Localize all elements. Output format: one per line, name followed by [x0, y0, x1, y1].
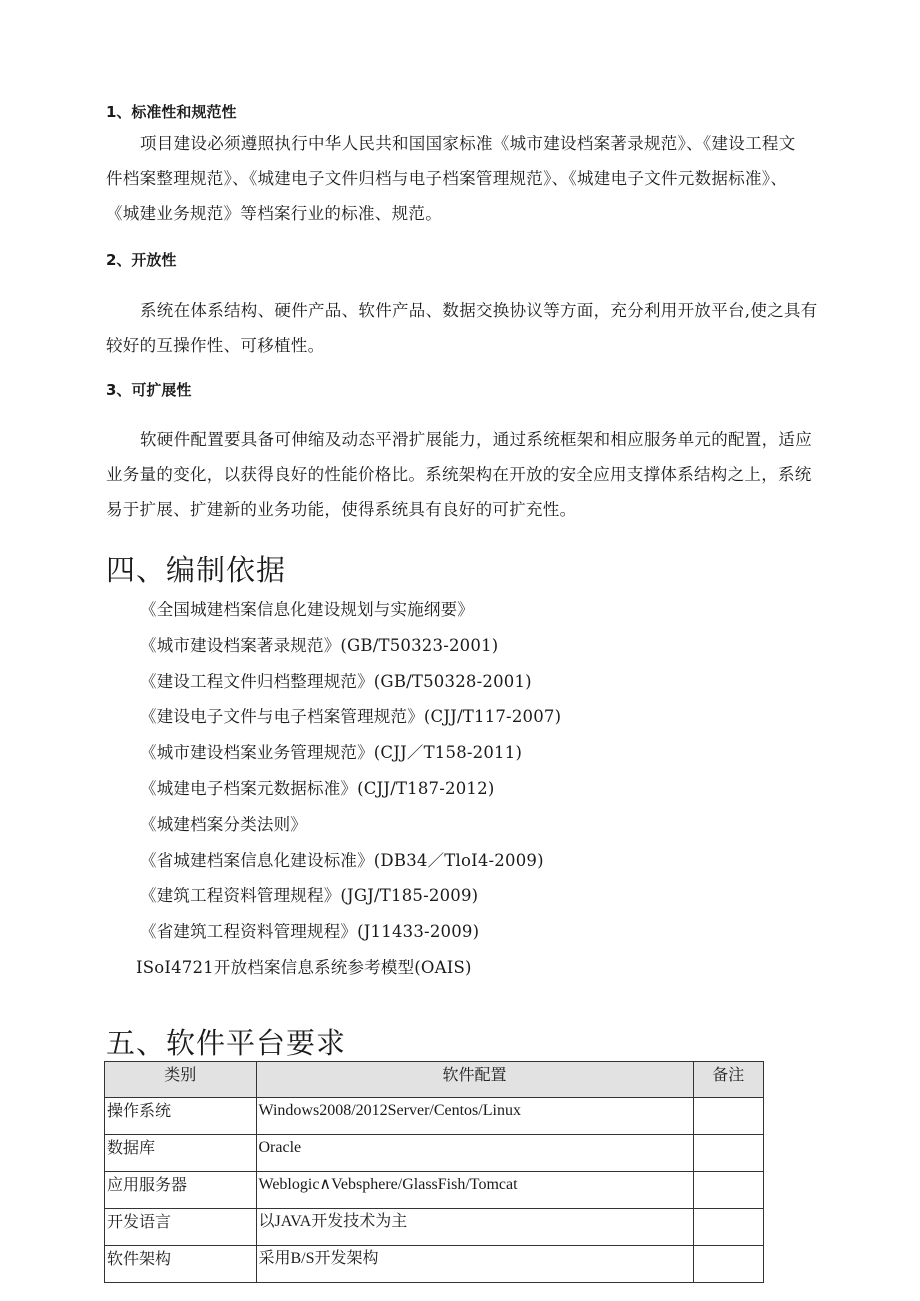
- reference-list: [136, 597, 562, 991]
- reference-item: 《建设工程文件归档整理规范》(GB/T50328-2001): [140, 671, 532, 691]
- reference-item: 《建筑工程资料管理规程》(JGJ/T185-2009): [140, 886, 479, 906]
- table-row: [105, 1246, 764, 1283]
- reference-item: ISoI4721开放档案信息系统参考模型(OAIS): [136, 957, 472, 977]
- table-cell: 以JAVA开发技术为主: [256, 1209, 693, 1246]
- table-cell: [693, 1246, 763, 1283]
- table-row: [105, 1135, 764, 1172]
- section-title-software-platform: 五、软件平台要求: [106, 1026, 347, 1060]
- paragraph-extensibility: [106, 422, 826, 527]
- table-cell: 操作系统: [105, 1098, 257, 1135]
- table-cell: 采用B/S开发架构: [256, 1246, 693, 1283]
- table-cell: 开发语言: [105, 1209, 257, 1246]
- column-header-remarks: 备注: [693, 1062, 763, 1098]
- paragraph-line: 系统在体系结构、硬件产品、软件产品、数据交换协议等方面，充分利用开放平台,使之具有: [140, 301, 818, 320]
- reference-item: 《建设电子文件与电子档案管理规范》(CJJ/T117-2007): [140, 707, 562, 727]
- software-requirements-table: [104, 1061, 764, 1283]
- heading-openness: 2、开放性: [106, 251, 177, 269]
- table-cell: 软件架构: [105, 1246, 257, 1283]
- table-cell: 应用服务器: [105, 1172, 257, 1209]
- table-cell: [693, 1172, 763, 1209]
- reference-item: 《省城建档案信息化建设标准》(DB34／TloI4-2009): [140, 850, 544, 870]
- table-header-row: [105, 1062, 764, 1098]
- table-row: [105, 1209, 764, 1246]
- table-cell: Oracle: [256, 1135, 693, 1172]
- table-cell: [693, 1135, 763, 1172]
- paragraph-line: 业务量的变化，以获得良好的性能价格比。系统架构在开放的安全应用支撑体系结构之上，系统: [106, 465, 812, 484]
- paragraph-line: 软硬件配置要具备可伸缩及动态平滑扩展能力，通过系统框架和相应服务单元的配置，适应: [140, 430, 812, 449]
- table-row: [105, 1098, 764, 1135]
- heading-standardization: 1、标准性和规范性: [106, 103, 237, 121]
- column-header-category: 类别: [105, 1062, 257, 1098]
- paragraph-line: 易于扩展、扩建新的业务功能，使得系统具有良好的可扩充性。: [106, 500, 577, 519]
- heading-extensibility: 3、可扩展性: [106, 381, 192, 399]
- reference-item: 《城建电子档案元数据标准》(CJJ/T187-2012): [140, 778, 495, 798]
- reference-item: 《城市建设档案业务管理规范》(CJJ／T158-2011): [140, 743, 523, 763]
- paragraph-line: 《城建业务规范》等档案行业的标准、规范。: [106, 204, 442, 223]
- section-title-basis: 四、编制依据: [106, 553, 287, 587]
- table-cell: [693, 1098, 763, 1135]
- paragraph-line: 件档案整理规范》、《城建电子文件归档与电子档案管理规范》、《城建电子文件元数据标准》、: [106, 169, 788, 188]
- paragraph-openness: [106, 293, 826, 363]
- reference-item: 《城市建设档案著录规范》(GB/T50323-2001): [140, 635, 499, 655]
- table-cell: [693, 1209, 763, 1246]
- paragraph-line: 较好的互操作性、可移植性。: [106, 336, 325, 355]
- table-row: [105, 1172, 764, 1209]
- table-cell: 数据库: [105, 1135, 257, 1172]
- paragraph-standardization: [106, 126, 826, 231]
- reference-item: 《城建档案分类法则》: [140, 814, 307, 834]
- reference-item: 《全国城建档案信息化建设规划与实施纲要》: [140, 600, 474, 619]
- table-cell: Windows2008/2012Server/Centos/Linux: [256, 1098, 693, 1135]
- column-header-software: 软件配置: [256, 1062, 693, 1098]
- reference-item: 《省建筑工程资料管理规程》(J11433-2009): [140, 922, 480, 942]
- paragraph-line: 项目建设必须遵照执行中华人民共和国国家标准《城市建设档案著录规范》、《建设工程文: [140, 134, 796, 153]
- table-cell: Weblogic∧Vebsphere/GlassFish/Tomcat: [256, 1172, 693, 1209]
